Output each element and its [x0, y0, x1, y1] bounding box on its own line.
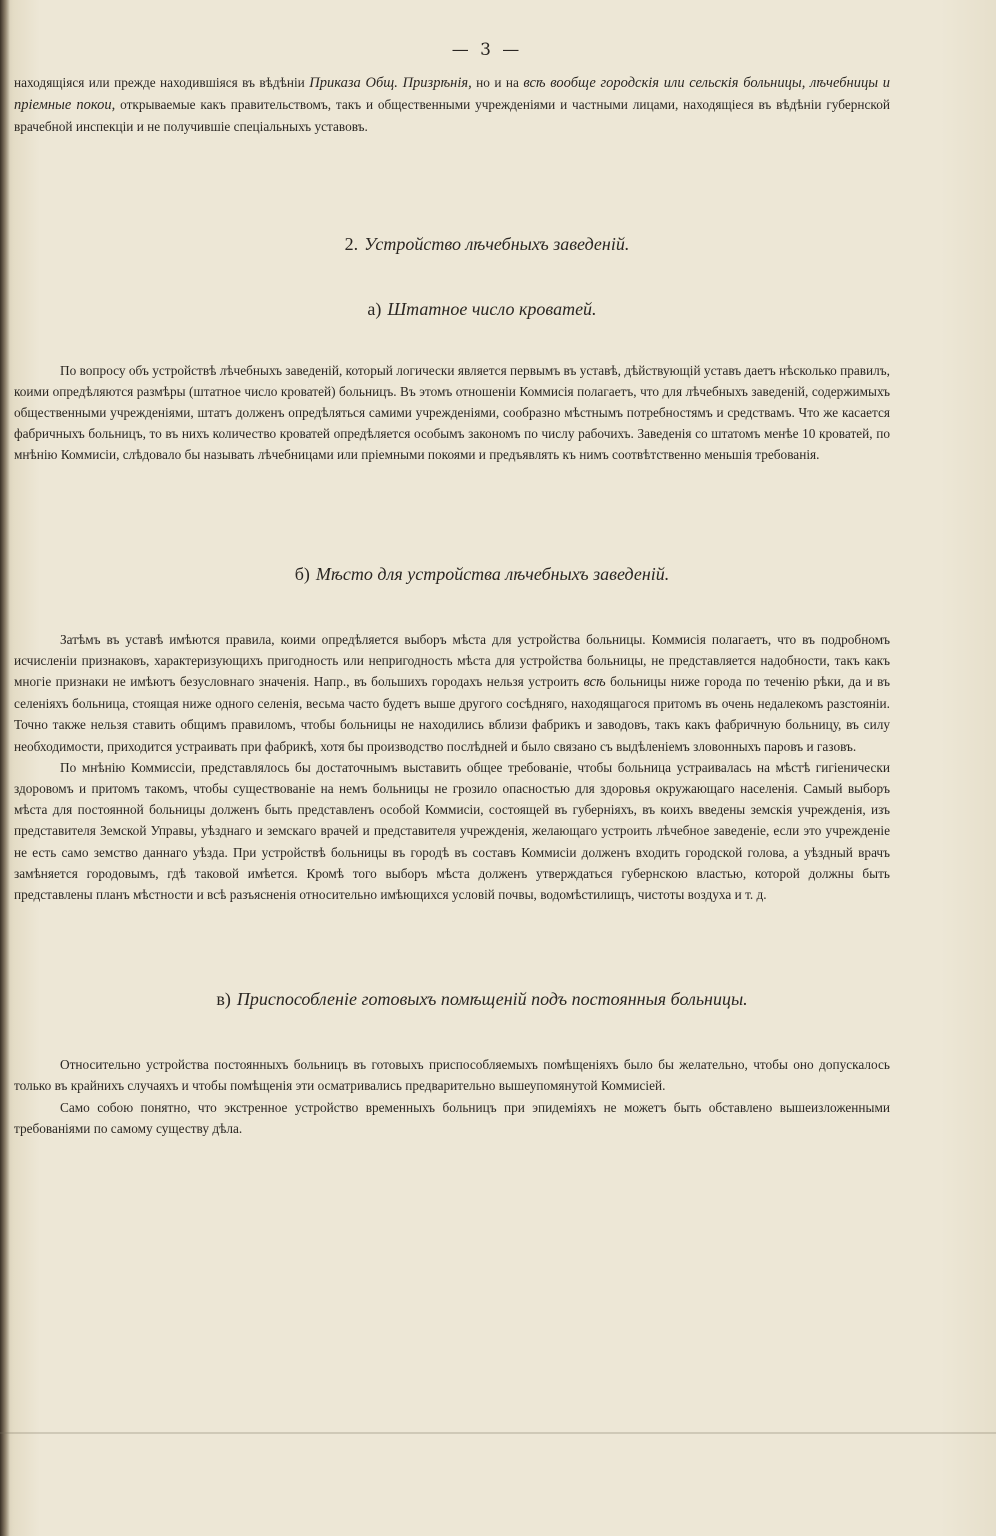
subsection-a-heading	[74, 299, 890, 320]
torn-page-edge	[0, 0, 10, 1536]
subsection-v-title: Приспособленіе готовыхъ помѣщеній подъ постоянныя больницы.	[236, 989, 748, 1010]
subsection-b-emphasis: всѣ	[583, 674, 606, 691]
page-fold-line	[0, 1432, 996, 1434]
section-2-number: 2.	[344, 233, 359, 254]
subsection-a-title: Штатное число кроватей.	[387, 298, 597, 319]
intro-text-1: находящіяся или прежде находившіяся въ вѣдѣніи	[14, 75, 310, 90]
intro-text-3: открываемые какъ правительствомъ, такъ и общественными учрежденіями и частными лицами, находящіеся въ вѣдѣніи губернской врачебной инспекціи и не получившіе спеціальныхъ уставовъ.	[14, 97, 890, 135]
subsection-b-text-1: Затѣмъ въ уставѣ имѣются правила, коими опредѣляется выборъ мѣста для устройства больницы. Коммисія полагаетъ, что въ подробномъ исчисленіи признаковъ, характеризующихъ пригодность или непригодность мѣста для устройства больницы, не представляется надобности, такъ какъ многіе признаки не имѣютъ безусловнаго значенія. Напр., въ большихъ городахъ нельзя устроить	[14, 631, 890, 690]
subsection-b-paragraph-1	[14, 629, 890, 757]
subsection-a-paragraph: По вопросу объ устройствѣ лѣчебныхъ заведеній, который логически является первымъ въ уставѣ, дѣйствующій уставъ даетъ нѣсколько правилъ, коими опредѣляются размѣры (штатное число кроватей) больницъ. Въ этомъ отношеніи Коммисія полагаетъ, что для лѣчебныхъ заведеній, содержимыхъ общественными учрежденіями, штатъ долженъ опредѣляться самими учрежденіями, сообразно мѣстнымъ потребностямъ и средствамъ. Что же касается фабричныхъ больницъ, то въ нихъ количество кроватей опредѣляется особымъ закономъ по числу рабочихъ. Заведенія со штатомъ менѣе 10 кроватей, по мнѣнію Коммисіи, слѣдовало бы называть лѣчебницами или пріемными покоями и предъявлять къ нимъ соотвѣтственно меньшія требованія.	[14, 362, 890, 463]
subsection-a-label: а)	[367, 298, 382, 319]
section-2-title: Устройство лѣчебныхъ заведеній.	[364, 233, 630, 254]
page-number: — 3 —	[451, 40, 523, 60]
subsection-b-paragraph-2: По мнѣнію Коммиссіи, представлялось бы достаточнымъ выставить общее требованіе, чтобы больница устраивалась на мѣстѣ гигіенически здоровомъ и притомъ такомъ, чтобы существованіе на немъ больницы не грозило опасностью для здоровья окружающаго населенія. Самый выборъ мѣста для постоянной больницы долженъ быть представленъ особой Коммисіи, состоящей въ губерніяхъ, въ коихъ введены земскія учрежденія, изъ представителя Земской Управы, уѣзднаго и земскаго врачей и представителя учрежденія, желающаго устроить лѣчебное заведеніе, если это учрежденіе не есть само земство даннаго уѣзда. При устройствѣ больницы въ городѣ въ составъ Коммисіи долженъ входить городской голова, а уѣздный врачъ замѣняется городовымъ, гдѣ таковой имѣется. Кромѣ того выборъ мѣста долженъ утверждаться губернскою властью, которой должны быть представлены планъ мѣстности и всѣ разъясненія относительно имѣющихся условій почвы, водомѣстилищъ, чистоты воздуха и т. д.	[14, 759, 890, 903]
subsection-v-paragraph-1: Относительно устройства постоянныхъ больницъ въ готовыхъ приспособляемыхъ помѣщеніяхъ было бы желательно, чтобы оно допускалось только въ крайнихъ случаяхъ и чтобы помѣщенія эти осматривались предварительно вышеупомянутой Коммисіей.	[14, 1057, 890, 1094]
subsection-v-heading	[74, 989, 890, 1010]
subsection-b-text-2: больницы ниже города по теченію рѣки, да и въ селеніяхъ больница, стоящая ниже одного селенія, весьма часто будетъ выше другого сосѣдняго, находящагося притомъ въ очень недалекомъ разстояніи. Точно также нельзя ставить общимъ правиломъ, чтобы больницы не находились вблизи фабрикъ и заводовъ, такъ какъ фабричную больницу, въ силу необходимости, приходится устраивать при фабрикѣ, хотя бы производство послѣдней и было связано съ выдѣленіемъ зловонныхъ паровъ и газовъ.	[14, 674, 890, 754]
page-content	[14, 40, 890, 1139]
intro-emphasis-2: всѣ вообще городскія или сельскія больницы, лѣчебницы и пріемные покои,	[14, 75, 890, 114]
intro-text-2: но и на	[471, 75, 524, 90]
intro-emphasis-1: Приказа Общ. Призрѣнія,	[309, 75, 472, 91]
section-2-heading	[84, 234, 890, 255]
subsection-b-label: б)	[294, 563, 310, 584]
subsection-b-heading	[74, 564, 890, 585]
subsection-v-label: в)	[216, 989, 231, 1010]
intro-paragraph	[14, 72, 890, 138]
subsection-v-paragraph-2: Само собою понятно, что экстренное устройство временныхъ больницъ при эпидеміяхъ не можетъ быть обставлено вышеизложенными требованіями по самому существу дѣла.	[14, 1099, 890, 1136]
subsection-b-title: Мѣсто для устройства лѣчебныхъ заведеній.	[315, 563, 670, 584]
